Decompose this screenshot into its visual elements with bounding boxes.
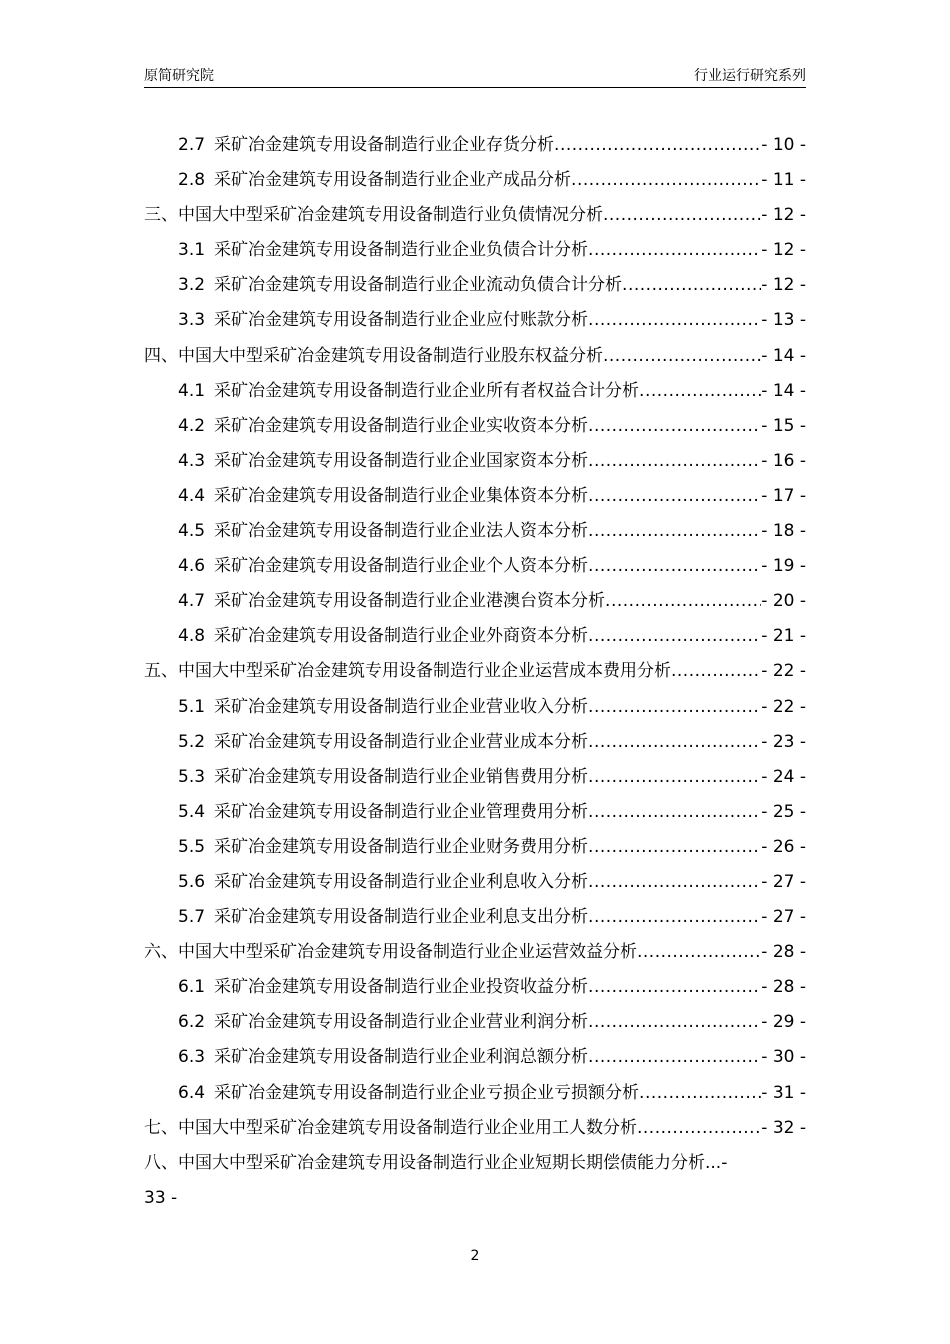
- toc-entry-page: - 24 -: [761, 766, 806, 787]
- toc-entry-number: 4.4: [178, 485, 206, 506]
- toc-dot-leader: [588, 690, 761, 725]
- toc-entry-title: 采矿冶金建筑专用设备制造行业企业营业成本分析: [214, 731, 589, 752]
- toc-dot-leader: [588, 970, 761, 1005]
- toc-dot-leader: [639, 374, 761, 409]
- toc-dot-leader: [622, 268, 761, 303]
- toc-entry-title: 采矿冶金建筑专用设备制造行业企业所有者权益合计分析: [214, 380, 640, 401]
- toc-dot-leader: [588, 795, 761, 830]
- table-of-contents: [144, 128, 806, 1216]
- toc-entry-page: - 31 -: [761, 1082, 806, 1103]
- toc-entry-page: - 13 -: [761, 310, 806, 331]
- toc-entry[interactable]: [144, 549, 806, 584]
- toc-entry[interactable]: [144, 444, 806, 479]
- toc-entry-title: 采矿冶金建筑专用设备制造行业企业利息支出分析: [214, 907, 589, 928]
- toc-entry-title: 七、中国大中型采矿冶金建筑专用设备制造行业企业用工人数分析: [144, 1117, 637, 1138]
- toc-entry-page: 33 -: [144, 1187, 178, 1208]
- toc-entry[interactable]: [144, 303, 806, 338]
- toc-entry[interactable]: [144, 584, 806, 619]
- toc-dot-leader: [637, 1111, 761, 1146]
- toc-entry-page: - 14 -: [761, 345, 806, 366]
- toc-entry-title: 采矿冶金建筑专用设备制造行业企业管理费用分析: [214, 801, 589, 822]
- header-org: 原简研究院: [144, 68, 214, 84]
- toc-entry[interactable]: [144, 479, 806, 514]
- toc-entry[interactable]: [144, 654, 806, 689]
- toc-entry-number: 2.7: [178, 135, 206, 155]
- toc-entry-page: - 28 -: [761, 977, 806, 998]
- toc-entry-page: - 32 -: [761, 1117, 806, 1138]
- toc-dot-leader: [588, 760, 761, 795]
- toc-entry-number: 6.4: [178, 1082, 206, 1103]
- toc-dot-leader: [588, 549, 761, 584]
- toc-entry[interactable]: [144, 268, 806, 303]
- toc-entry-page: - 14 -: [761, 380, 806, 401]
- toc-entry-title: 采矿冶金建筑专用设备制造行业企业实收资本分析: [214, 415, 589, 436]
- toc-dot-leader: [588, 865, 761, 900]
- toc-entry[interactable]: [144, 935, 806, 970]
- page-header: [144, 66, 806, 86]
- toc-entry-page: - 10 -: [761, 135, 806, 155]
- toc-entry[interactable]: [144, 409, 806, 444]
- toc-entry-title: 采矿冶金建筑专用设备制造行业企业投资收益分析: [214, 977, 589, 998]
- toc-entry-number: 4.6: [178, 556, 206, 577]
- toc-entry[interactable]: [144, 1040, 806, 1075]
- toc-dot-leader: [605, 584, 761, 619]
- toc-entry-title: 采矿冶金建筑专用设备制造行业企业港澳台资本分析: [214, 591, 606, 612]
- toc-entry-title: 采矿冶金建筑专用设备制造行业企业存货分析: [214, 135, 555, 155]
- toc-dot-leader: [588, 303, 761, 338]
- toc-entry-number: 5.4: [178, 801, 206, 822]
- toc-entry-page: - 12 -: [761, 205, 806, 226]
- toc-entry-page: - 15 -: [761, 415, 806, 436]
- toc-entry[interactable]: [144, 514, 806, 549]
- toc-entry-number: 4.1: [178, 380, 206, 401]
- toc-entry-page: - 25 -: [761, 801, 806, 822]
- toc-entry-title: 采矿冶金建筑专用设备制造行业企业负债合计分析: [214, 240, 589, 261]
- toc-entry[interactable]: [144, 339, 806, 374]
- toc-entry-page: - 23 -: [761, 731, 806, 752]
- toc-entry-number: 5.7: [178, 907, 206, 928]
- toc-entry-title: 采矿冶金建筑专用设备制造行业企业法人资本分析: [214, 521, 589, 542]
- toc-entry-page: - 12 -: [761, 240, 806, 261]
- toc-dot-leader: [588, 409, 761, 444]
- toc-entry-number: 4.3: [178, 450, 206, 471]
- toc-entry-number: 3.3: [178, 310, 206, 331]
- toc-entry-page: - 27 -: [761, 871, 806, 892]
- toc-entry-number: 5.6: [178, 871, 206, 892]
- toc-entry-number: 6.1: [178, 977, 206, 998]
- toc-entry-number: 4.7: [178, 591, 206, 612]
- toc-entry-title: 采矿冶金建筑专用设备制造行业企业国家资本分析: [214, 450, 589, 471]
- header-series: 行业运行研究系列: [694, 68, 806, 84]
- toc-entry-title: 采矿冶金建筑专用设备制造行业企业利息收入分析: [214, 871, 589, 892]
- toc-entry[interactable]: [144, 725, 806, 760]
- toc-entry[interactable]: [144, 1076, 806, 1111]
- toc-dot-leader: [588, 444, 761, 479]
- toc-entry-page: - 17 -: [761, 485, 806, 506]
- toc-dot-leader: [588, 1040, 761, 1075]
- toc-entry-page: - 22 -: [761, 661, 806, 682]
- toc-dot-leader: [588, 619, 761, 654]
- toc-entry-page: - 11 -: [761, 170, 806, 191]
- toc-entry-page: - 30 -: [761, 1047, 806, 1068]
- toc-entry-number: 6.2: [178, 1012, 206, 1033]
- toc-entry[interactable]: [144, 163, 806, 198]
- toc-entry[interactable]: [144, 690, 806, 725]
- toc-entry-title: 八、中国大中型采矿冶金建筑专用设备制造行业企业短期长期偿债能力分析...-: [144, 1152, 728, 1173]
- toc-entry[interactable]: [144, 619, 806, 654]
- toc-entry-title: 采矿冶金建筑专用设备制造行业企业营业利润分析: [214, 1012, 589, 1033]
- toc-dot-leader: [588, 830, 761, 865]
- toc-dot-leader: [639, 1076, 761, 1111]
- toc-entry-number: 3.2: [178, 275, 206, 296]
- toc-entry-number: 5.2: [178, 731, 206, 752]
- toc-entry-title: 采矿冶金建筑专用设备制造行业企业财务费用分析: [214, 836, 589, 857]
- toc-entry-title: 采矿冶金建筑专用设备制造行业企业应付账款分析: [214, 310, 589, 331]
- toc-dot-leader: [588, 725, 761, 760]
- toc-entry[interactable]: [144, 128, 806, 163]
- toc-entry[interactable]: [144, 233, 806, 268]
- toc-entry-number: 5.1: [178, 696, 206, 717]
- toc-dot-leader: [603, 198, 761, 233]
- toc-entry-page: - 22 -: [761, 696, 806, 717]
- toc-entry[interactable]: [144, 198, 806, 233]
- toc-entry-page: - 12 -: [761, 275, 806, 296]
- toc-entry-title: 四、中国大中型采矿冶金建筑专用设备制造行业股东权益分析: [144, 345, 603, 366]
- toc-entry[interactable]: [144, 1146, 806, 1216]
- toc-entry[interactable]: [144, 900, 806, 935]
- toc-dot-leader: [571, 163, 761, 198]
- toc-entry-page: - 18 -: [761, 521, 806, 542]
- toc-entry-title: 采矿冶金建筑专用设备制造行业企业亏损企业亏损额分析: [214, 1082, 640, 1103]
- toc-entry-number: 4.2: [178, 415, 206, 436]
- toc-entry-title: 采矿冶金建筑专用设备制造行业企业营业收入分析: [214, 696, 589, 717]
- toc-entry[interactable]: [144, 795, 806, 830]
- toc-dot-leader: [671, 654, 761, 689]
- toc-entry-page: - 29 -: [761, 1012, 806, 1033]
- toc-entry-page: - 27 -: [761, 907, 806, 928]
- page-number: 2: [470, 1248, 480, 1264]
- toc-dot-leader: [603, 339, 761, 374]
- toc-entry-title: 采矿冶金建筑专用设备制造行业企业销售费用分析: [214, 766, 589, 787]
- toc-entry-page: - 20 -: [761, 591, 806, 612]
- toc-entry-number: 3.1: [178, 240, 206, 261]
- header-rule: [144, 87, 806, 88]
- toc-entry-page: - 16 -: [761, 450, 806, 471]
- toc-entry[interactable]: [144, 865, 806, 900]
- toc-dot-leader: [588, 233, 761, 268]
- toc-dot-leader: [588, 1005, 761, 1040]
- toc-dot-leader: [637, 935, 761, 970]
- toc-dot-leader: [588, 479, 761, 514]
- toc-entry-page: - 19 -: [761, 556, 806, 577]
- toc-entry-number: 5.5: [178, 836, 206, 857]
- toc-entry-number: 4.8: [178, 626, 206, 647]
- toc-entry-number: 6.3: [178, 1047, 206, 1068]
- toc-entry[interactable]: [144, 1111, 806, 1146]
- toc-entry-number: 2.8: [178, 170, 206, 191]
- toc-entry-title: 采矿冶金建筑专用设备制造行业企业外商资本分析: [214, 626, 589, 647]
- toc-entry-title: 采矿冶金建筑专用设备制造行业企业产成品分析: [214, 170, 572, 191]
- toc-entry[interactable]: [144, 830, 806, 865]
- toc-entry-title: 采矿冶金建筑专用设备制造行业企业流动负债合计分析: [214, 275, 623, 296]
- toc-entry-page: - 26 -: [761, 836, 806, 857]
- toc-entry[interactable]: [144, 970, 806, 1005]
- toc-dot-leader: [588, 900, 761, 935]
- toc-entry-title: 六、中国大中型采矿冶金建筑专用设备制造行业企业运营效益分析: [144, 942, 637, 963]
- toc-entry-title: 采矿冶金建筑专用设备制造行业企业个人资本分析: [214, 556, 589, 577]
- toc-entry-page: - 28 -: [761, 942, 806, 963]
- toc-entry-title: 五、中国大中型采矿冶金建筑专用设备制造行业企业运营成本费用分析: [144, 661, 671, 682]
- toc-entry-title: 采矿冶金建筑专用设备制造行业企业集体资本分析: [214, 485, 589, 506]
- toc-entry[interactable]: [144, 1005, 806, 1040]
- toc-dot-leader: [588, 514, 761, 549]
- toc-entry[interactable]: [144, 760, 806, 795]
- toc-entry-title: 采矿冶金建筑专用设备制造行业企业利润总额分析: [214, 1047, 589, 1068]
- toc-entry-title: 三、中国大中型采矿冶金建筑专用设备制造行业负债情况分析: [144, 205, 603, 226]
- toc-entry-number: 4.5: [178, 521, 206, 542]
- toc-dot-leader: [554, 128, 761, 163]
- toc-entry-page: - 21 -: [761, 626, 806, 647]
- toc-entry-number: 5.3: [178, 766, 206, 787]
- toc-entry[interactable]: [144, 374, 806, 409]
